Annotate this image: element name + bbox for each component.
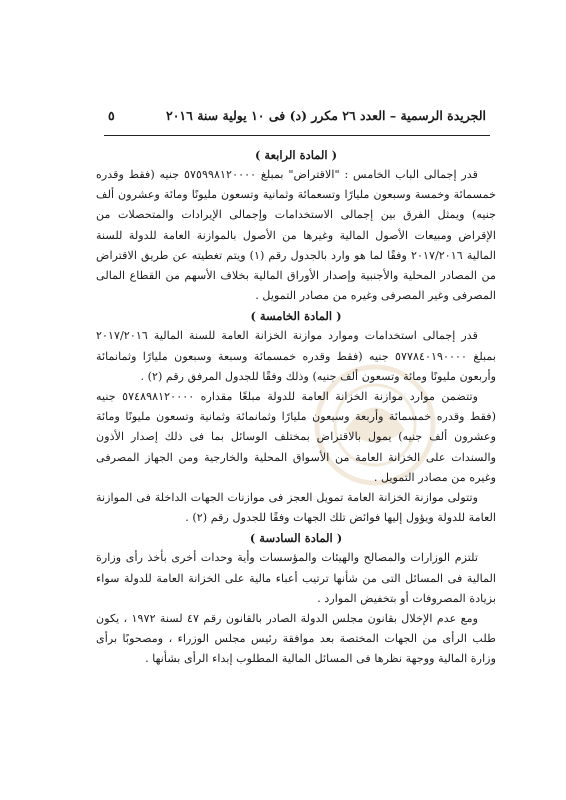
header-title: الجريدة الرسمية – العدد ٢٦ مكرر (د) فى ١٠ يولية سنة ٢٠١٦ <box>166 108 486 123</box>
page-header <box>108 108 486 130</box>
article-paragraph: قدر إجمالى الباب الخامس : "الاقتراض" بمبلغ ٥٧٥٩٩٨١٢٠٠٠٠ جنيه (فقط وقدره خمسمائة وخمسة وسبعون مليارًا وتسعمائة وثمانية وتسعون مليونًا ومائة وعشرون ألف جنيه) ويمثل الفرق بين إجمالى الاستخدامات وإجمالى الإيرادات والمتحصلات من الإقراض ومبيعات الأصول المالية وغيرها من الأصول بالموازنة العامة للدولة للسنة المالية ٢٠١٧/٢٠١٦ وفقًا لما هو وارد بالجدول رقم (١) ويتم تغطيته عن طريق الاقتراض من المصادر المحلية والأجنبية وإصدار الأوراق المالية بخلاف الأسهم من القطاع المالى المصرفى وغير المصرفى وغيره من مصادر التمويل . <box>96 168 496 303</box>
article-paragraph: ومع عدم الإخلال بقانون مجلس الدولة الصادر بالقانون رقم ٤٧ لسنة ١٩٧٢ ، يكون طلب الرأى من الجهات المختصة بعد موافقة رئيس مجلس الوزراء ، ومصحوبًا برأى وزارة المالية ووجهة نظرها فى المسائل المالية المطلوب إبداء الرأى بشأنها . <box>96 612 496 666</box>
article-heading: ( المادة السادسة ) <box>249 531 343 546</box>
page-number: ٥ <box>108 108 115 123</box>
document-body <box>96 145 496 670</box>
article-paragraph: تلتزم الوزارات والمصالح والهيئات والمؤسسات وأية وحدات أخرى بأخذ رأى وزارة المالية فى المسائل التى من شأنها ترتيب أعباء مالية على الخزانة العامة للدولة سواء بزيادة المصروفات أو بتخفيض الموارد . <box>96 551 496 605</box>
header-rule <box>104 135 490 136</box>
article-paragraph: وتتولى موازنة الخزانة العامة تمويل العجز فى موازنات الجهات الداخلة فى الموازنة العامة للدولة ويؤول إليها فوائض تلك الجهات وفقًا للجدول رقم (٢) . <box>96 491 496 525</box>
article-paragraph: وتتضمن موارد موازنة الخزانة العامة للدولة مبلغًا مقداره ٥٧٤٨٩٨١٢٠٠٠٠ جنيه (فقط وقدره خمسمائة وأربعة وسبعون مليارًا وثمانمائة وثمانية وتسعون مليونًا ومائة وعشرون ألف جنيه) يمول بالاقتراض بمختلف الوسائل بما فى ذلك إصدار الأذون والسندات على الخزانة العامة من الأسواق المحلية والخارجية ومن الجهاز المصرفى وغيره من مصادر التمويل . <box>96 390 496 484</box>
article-heading: ( المادة الخامسة ) <box>250 309 342 324</box>
article-paragraph: قدر إجمالى استخدامات وموارد موازنة الخزانة العامة للسنة المالية ٢٠١٧/٢٠١٦ بمبلغ ٥٧٧٨٤٠١٩٠٠٠٠ جنيه (فقط وقدره خمسمائة وسبعة وسبعون مليارًا وثمانمائة وأربعون مليونًا ومائة وتسعون ألف جنيه) وذلك وفقًا للجدول المرفق رقم (٢) . <box>96 329 496 383</box>
article-heading: ( المادة الرابعة ) <box>254 148 338 162</box>
